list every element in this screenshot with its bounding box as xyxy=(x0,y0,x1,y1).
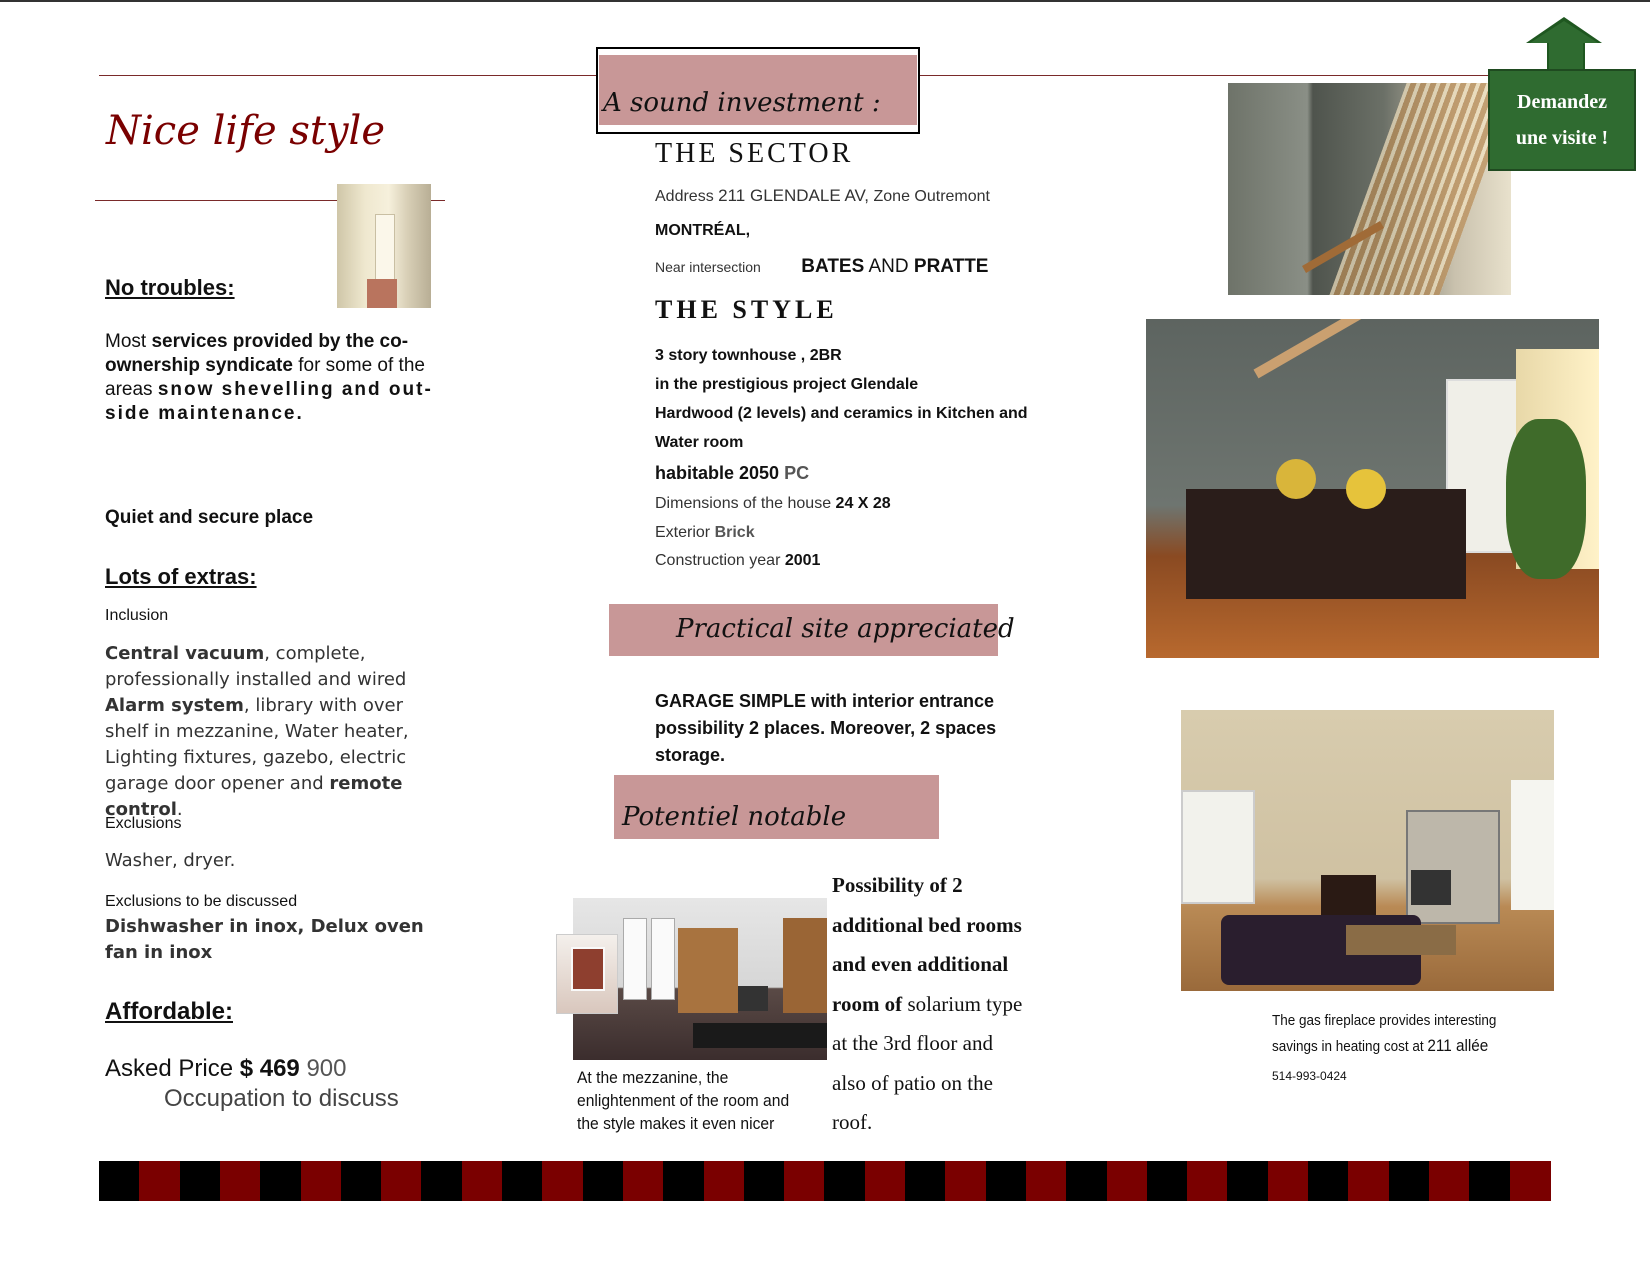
checker-square xyxy=(1227,1161,1268,1201)
habitable-unit: PC xyxy=(779,463,810,483)
inclusion-paragraph xyxy=(105,641,450,823)
near-pratte: PRATTE xyxy=(913,256,989,277)
near-label: Near intersection xyxy=(655,259,761,275)
exterior-label: Exterior xyxy=(655,524,715,541)
phone-number: 514-993-0424 xyxy=(1272,1069,1347,1083)
price-tail: 900 xyxy=(299,1055,347,1082)
checker-square xyxy=(1469,1161,1510,1201)
checker-square xyxy=(784,1161,825,1201)
exclusions-discuss-text: Dishwasher in inox, Delux oven fan in inox xyxy=(105,916,424,963)
asked-price xyxy=(105,1055,347,1083)
price-value: $ 469 xyxy=(239,1055,300,1082)
inclusion-label: Inclusion xyxy=(105,607,169,624)
checker-square xyxy=(99,1161,140,1201)
checker-square xyxy=(1308,1161,1349,1201)
habitable-line xyxy=(655,463,809,484)
checker-square xyxy=(542,1161,583,1201)
checker-square xyxy=(1147,1161,1188,1201)
potentiel-notable-title: Potentiel notable xyxy=(622,802,847,832)
staircase-photo xyxy=(1228,83,1511,295)
exclusions-label: Exclusions xyxy=(105,815,182,832)
hallway-photo xyxy=(337,184,431,308)
quiet-secure-text: Quiet and secure place xyxy=(105,507,314,528)
checker-square xyxy=(421,1161,462,1201)
habitable-value: 2050 xyxy=(739,463,780,483)
top-border xyxy=(0,0,1650,2)
style-line-1: 3 story townhouse , 2BR xyxy=(655,347,842,364)
the-sector-heading: THE SECTOR xyxy=(655,138,854,169)
garage-text: with interior entrance possibility 2 places. Moreover, 2 spaces storage. xyxy=(655,691,997,765)
checker-square xyxy=(744,1161,785,1201)
sound-investment-title: A sound investment : xyxy=(603,88,881,118)
arrow-head-inner-icon xyxy=(1530,21,1598,43)
style-line-3: Hardwood (2 levels) and ceramics in Kitchen and xyxy=(655,405,1028,422)
checker-square xyxy=(462,1161,503,1201)
checker-square xyxy=(583,1161,624,1201)
nice-life-style-title: Nice life style xyxy=(106,108,386,154)
dims-value: 24 X 28 xyxy=(835,495,891,512)
possibility-bold: Possibility of 2 additional bed rooms and even additional room of xyxy=(832,873,1022,1016)
year-value: 2001 xyxy=(784,552,821,569)
inc-alarm-system: Alarm system xyxy=(105,695,244,716)
checker-square xyxy=(1026,1161,1067,1201)
services-text-2: services provided by the co-ownership syndicate xyxy=(105,331,409,376)
fireplace-address: 211 allée xyxy=(1427,1036,1489,1055)
fireplace-caption xyxy=(1272,1008,1506,1059)
checker-square xyxy=(663,1161,704,1201)
checker-square xyxy=(905,1161,946,1201)
inc-text-2: , complete, professionally installed and wired xyxy=(105,643,407,690)
checker-square xyxy=(1268,1161,1309,1201)
address-zone: Zone Outremont xyxy=(869,188,990,205)
checker-square xyxy=(1066,1161,1107,1201)
address-label: Address xyxy=(655,188,719,205)
demandez-visite-label: Demandez une visite ! xyxy=(1515,91,1609,149)
checker-square xyxy=(1187,1161,1228,1201)
checker-square xyxy=(1107,1161,1148,1201)
dining-room-photo xyxy=(1146,319,1599,658)
checker-square xyxy=(945,1161,986,1201)
the-style-heading: THE STYLE xyxy=(655,295,838,324)
exclusions-text: Washer, dryer. xyxy=(105,850,236,871)
arrow-stem xyxy=(1547,43,1585,69)
inc-text-4: , library with over shelf in mezzanine, Water heater, Lighting fixtures, gazebo, electric garage door opener and xyxy=(105,695,409,794)
exterior-value: Brick xyxy=(714,524,755,541)
middle-top-rule xyxy=(920,75,1520,76)
inc-text-6: . xyxy=(176,799,183,820)
dimensions-line xyxy=(655,495,891,513)
city-text: MONTRÉAL, xyxy=(655,222,751,239)
inc-central-vacuum: Central vacuum xyxy=(105,643,265,664)
style-line-2: in the prestigious project Glendale xyxy=(655,376,919,393)
exclusions-discuss-label: Exclusions to be discussed xyxy=(105,893,298,910)
garage-paragraph xyxy=(655,688,1015,769)
no-troubles-heading: No troubles: xyxy=(105,275,235,300)
habitable-label: habitable xyxy=(655,463,740,483)
checker-square xyxy=(1348,1161,1389,1201)
left-top-rule xyxy=(99,75,596,76)
demandez-visite-button[interactable] xyxy=(1488,69,1636,171)
services-text-1: Most xyxy=(105,331,152,352)
fireplace-text: The gas fireplace provides interesting savings in heating cost at xyxy=(1272,1012,1497,1055)
living-room-photo xyxy=(1181,710,1554,991)
affordable-heading: Affordable: xyxy=(105,998,233,1025)
checker-square xyxy=(502,1161,543,1201)
occupation-text: Occupation to discuss xyxy=(164,1085,399,1112)
checker-square xyxy=(865,1161,906,1201)
checker-square xyxy=(139,1161,180,1201)
possibility-paragraph xyxy=(832,866,1032,1143)
services-text-4: snow shevelling and out-side maintenance. xyxy=(105,379,433,424)
checker-square xyxy=(623,1161,664,1201)
style-line-4: Water room xyxy=(655,434,744,451)
address-line xyxy=(655,186,990,206)
mezzanine-caption: At the mezzanine, the enlightenment of the room and the style makes it even nicer xyxy=(577,1068,790,1133)
near-bates: BATES xyxy=(801,256,865,277)
price-label: Asked Price xyxy=(105,1055,240,1082)
garage-simple: GARAGE SIMPLE xyxy=(655,691,807,711)
checker-square xyxy=(260,1161,301,1201)
checker-square xyxy=(381,1161,422,1201)
checker-square xyxy=(1389,1161,1430,1201)
checker-square xyxy=(180,1161,221,1201)
mezzanine-inset-photo xyxy=(556,934,618,1014)
exterior-line xyxy=(655,524,755,542)
services-text-3: for some of the areas xyxy=(105,355,425,400)
lots-of-extras-heading: Lots of extras: xyxy=(105,564,257,589)
checker-square xyxy=(220,1161,261,1201)
checker-square xyxy=(341,1161,382,1201)
year-line xyxy=(655,552,820,570)
address-value: 211 GLENDALE AV, xyxy=(718,186,870,205)
checker-square xyxy=(1510,1161,1551,1201)
checker-square xyxy=(301,1161,342,1201)
near-and: AND xyxy=(864,256,914,277)
checker-square xyxy=(704,1161,745,1201)
year-label: Construction year xyxy=(655,552,785,569)
checker-square xyxy=(1429,1161,1470,1201)
services-paragraph xyxy=(105,330,445,426)
possibility-rest: solarium type at the 3rd floor and also of patio on the roof. xyxy=(832,991,1023,1134)
checker-square xyxy=(824,1161,865,1201)
dims-label: Dimensions of the house xyxy=(655,495,836,512)
checker-square xyxy=(986,1161,1027,1201)
inc-remote-control: remote control xyxy=(105,773,403,820)
checkered-border xyxy=(99,1161,1551,1201)
practical-site-title: Practical site appreciated xyxy=(676,614,1015,644)
near-intersection-line xyxy=(655,256,988,278)
